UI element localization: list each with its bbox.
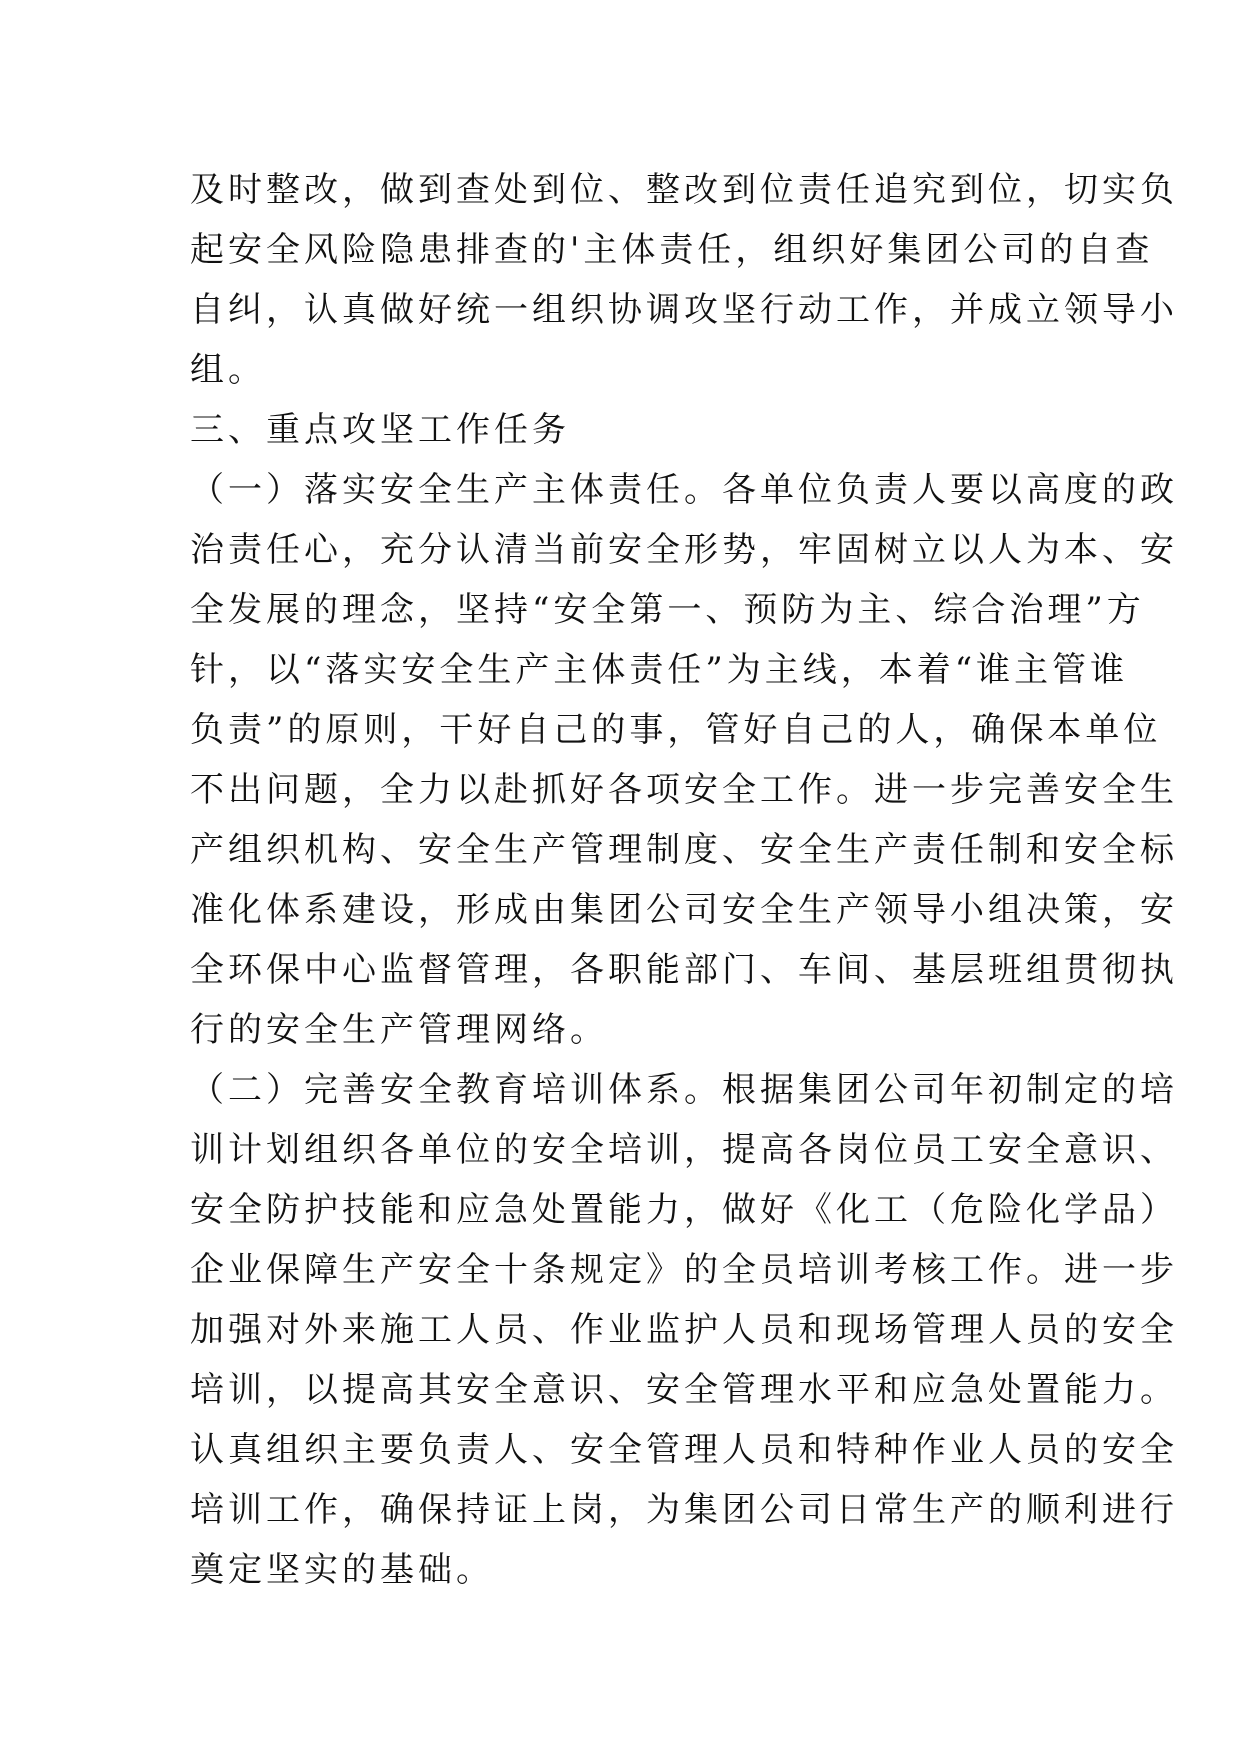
text-line: 全环保中心监督管理，各职能部门、车间、基层班组贯彻执 [190, 950, 1178, 990]
text-line: 产组织机构、安全生产管理制度、安全生产责任制和安全标 [190, 830, 1178, 870]
text-line: 组。 [190, 350, 266, 390]
text-line: 培训，以提高其安全意识、安全管理水平和应急处置能力。 [190, 1370, 1178, 1410]
text-line: （二）完善安全教育培训体系。根据集团公司年初制定的培 [190, 1070, 1178, 1110]
document-body [190, 160, 1178, 1600]
text-line: 针，以“落实安全生产主体责任”为主线，本着“谁主管谁 [190, 650, 1129, 690]
text-line: 认真组织主要负责人、安全管理人员和特种作业人员的安全 [190, 1430, 1178, 1470]
text-line: 不出问题，全力以赴抓好各项安全工作。进一步完善安全生 [190, 770, 1178, 810]
text-line: 行的安全生产管理网络。 [190, 1010, 608, 1050]
text-line: 及时整改，做到查处到位、整改到位责任追究到位，切实负 [190, 170, 1178, 210]
text-line: 安全防护技能和应急处置能力，做好《化工（危险化学品） [190, 1190, 1178, 1230]
text-line: 起安全风险隐患排查的'主体责任，组织好集团公司的自查 [190, 230, 1154, 270]
text-line: （一）落实安全生产主体责任。各单位负责人要以高度的政 [190, 470, 1178, 510]
section-heading: 三、重点攻坚工作任务 [190, 410, 570, 450]
text-line: 训计划组织各单位的安全培训，提高各岗位员工安全意识、 [190, 1130, 1178, 1170]
text-line: 全发展的理念，坚持“安全第一、预防为主、综合治理”方 [190, 590, 1145, 630]
text-line: 奠定坚实的基础。 [190, 1550, 494, 1590]
text-line: 准化体系建设，形成由集团公司安全生产领导小组决策，安 [190, 890, 1178, 930]
text-line: 加强对外来施工人员、作业监护人员和现场管理人员的安全 [190, 1310, 1178, 1350]
text-line: 培训工作，确保持证上岗，为集团公司日常生产的顺利进行 [190, 1490, 1178, 1530]
text-line: 企业保障生产安全十条规定》的全员培训考核工作。进一步 [190, 1250, 1178, 1290]
text-line: 负责”的原则，干好自己的事，管好自己的人，确保本单位 [190, 710, 1162, 750]
text-line: 治责任心，充分认清当前安全形势，牢固树立以人为本、安 [190, 530, 1178, 570]
text-line: 自纠，认真做好统一组织协调攻坚行动工作，并成立领导小 [190, 290, 1178, 330]
